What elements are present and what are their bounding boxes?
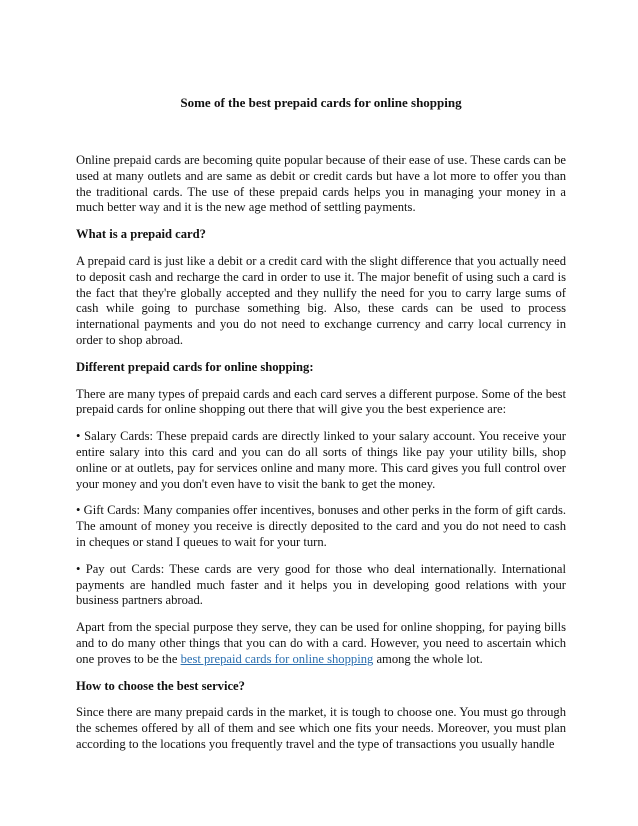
bullet-salary-cards: • Salary Cards: These prepaid cards are directly linked to your salary account. You receive your entire salary into this card and you can do all sorts of things like pay your utility bills, shop online or at outlets, pay for services online and many more. This card gives you full control over your money and you don't even have to visit the bank to get the money. bbox=[76, 429, 566, 491]
apart-text-after: among the whole lot. bbox=[373, 651, 483, 666]
heading-choose-service: How to choose the best service? bbox=[76, 678, 245, 693]
document-body bbox=[76, 153, 566, 764]
bullet-payout-cards: • Pay out Cards: These cards are very good for those who deal internationally. International payments are handled much faster and it helps you in developing good relations with your business partners abroad. bbox=[76, 561, 566, 608]
what-is-paragraph: A prepaid card is just like a debit or a credit card with the slight difference that you actually need to deposit cash and recharge the card in order to use it. The major benefit of using such a card is the fact that they're globally accepted and they nullify the need for you to carry large sums of cash while going to purchase something big. Also, these cards can be used to process international payments and you do not need to exchange currency and carry local currency in order to shop abroad. bbox=[76, 253, 566, 347]
heading-what-is-prepaid-card: What is a prepaid card? bbox=[76, 227, 206, 242]
best-prepaid-cards-link[interactable]: best prepaid cards for online shopping bbox=[180, 651, 374, 666]
types-paragraph: There are many types of prepaid cards and each card serves a different purpose. Some of the best prepaid cards for online shopping out there that will give you the best experience are: bbox=[76, 386, 566, 417]
document-title: Some of the best prepaid cards for online shopping bbox=[180, 95, 462, 110]
choose-paragraph: Since there are many prepaid cards in the market, it is tough to choose one. You must go through the schemes offered by all of them and see which one fits your needs. Moreover, you must plan according to the locations you frequently travel and the type of transactions you usually handle bbox=[76, 705, 566, 751]
apart-text-before: Apart from the special purpose they serve, they can be used for online shopping, for paying bills and to do many other things that you can do with a card. However, you need to ascertain which one proves to be the bbox=[76, 620, 566, 666]
intro-paragraph: Online prepaid cards are becoming quite popular because of their ease of use. These cards can be used at many outlets and are same as debit or credit cards but have a lot more to offer you than the traditional cards. The use of these prepaid cards helps you in managing your money in a much better way and it is the new age method of settling payments. bbox=[76, 153, 566, 215]
apart-paragraph bbox=[76, 620, 566, 667]
heading-different-cards: Different prepaid cards for online shopping: bbox=[76, 359, 314, 374]
bullet-gift-cards: • Gift Cards: Many companies offer incentives, bonuses and other perks in the form of gift cards. The amount of money you receive is directly deposited to the card and you do not need to cash in cheques or stand I queues to wait for your turn. bbox=[76, 503, 566, 549]
